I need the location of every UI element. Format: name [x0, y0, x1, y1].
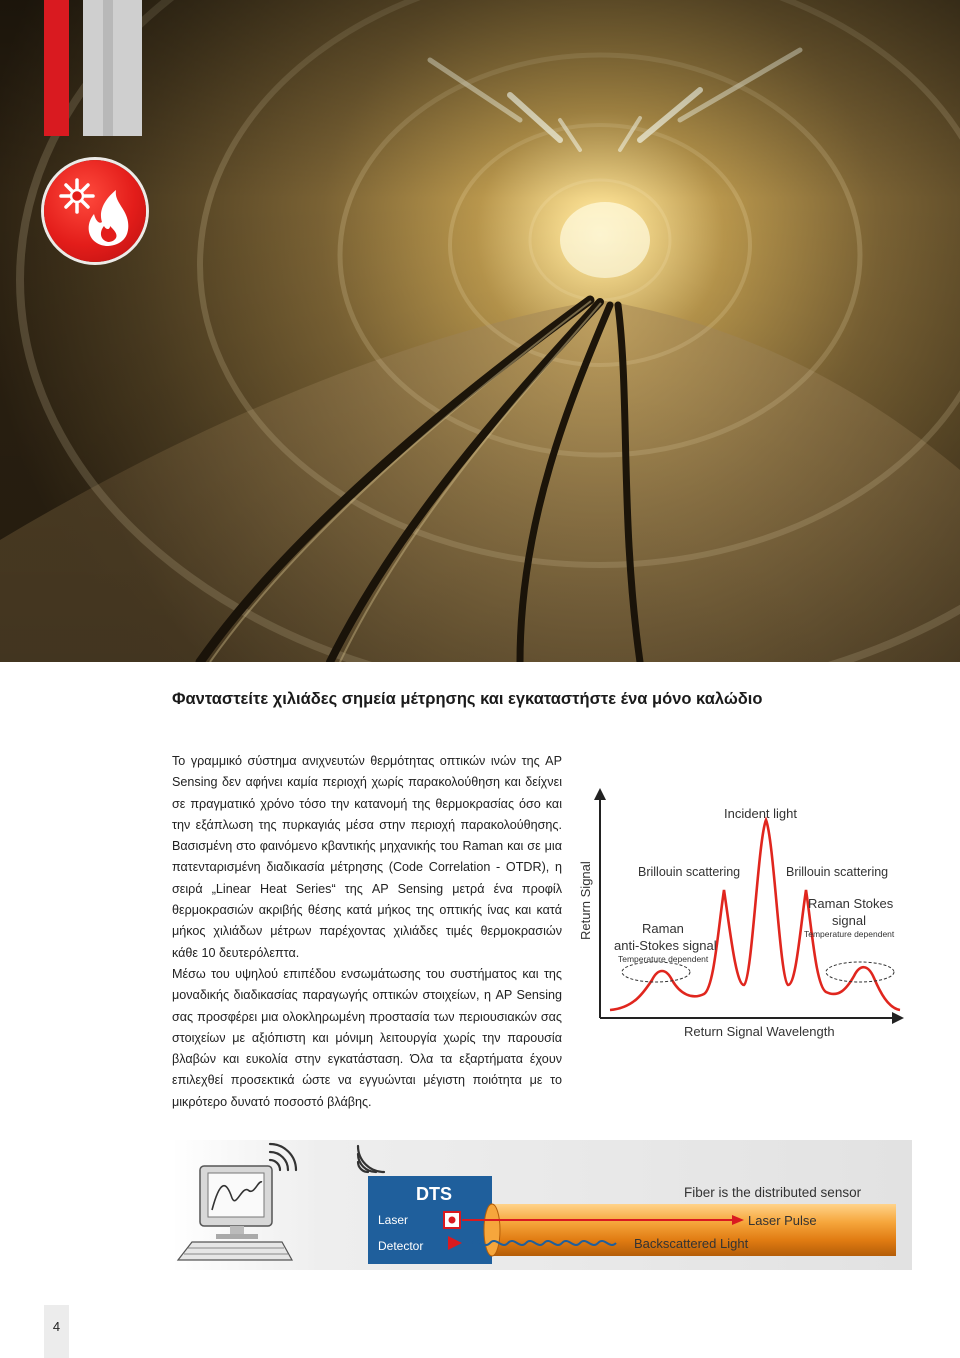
- keyboard-icon: [178, 1242, 292, 1260]
- stokes-marker: [826, 962, 894, 982]
- y-axis-label: Return Signal: [578, 861, 593, 940]
- backscatter-spectrum-diagram: [574, 780, 914, 1050]
- x-axis-label: Return Signal Wavelength: [684, 1024, 835, 1039]
- raman-left-line2: anti-Stokes signal: [614, 938, 717, 953]
- section-heading: Φανταστείτε χιλιάδες σημεία μέτρησης και εγκαταστήστε ένα μόνο καλώδιο: [172, 690, 763, 708]
- body-text: [172, 751, 562, 1113]
- raman-right-line1: Raman Stokes: [808, 896, 894, 911]
- y-axis-arrow: [594, 788, 606, 800]
- backscattered-label: Backscattered Light: [634, 1236, 749, 1251]
- paragraph-1: Το γραμμικό σύστημα ανιχνευτών θερμότητας οπτικών ινών της AP Sensing δεν αφήνει καμία περιοχή χωρίς παρακολούθηση και δείχνει σε πραγματικό χρόνο τόσο την κατανομή της θερμοκρασίας όσο και την εξάπλωση της πυρκαγιάς μέσα στην περιοχή παρακολούθησης. Βασισμένη στο φαινόμενο κβαντικής μηχανικής του Raman και σε μια πατενταρισμένη διαδικασία μέτρησης (Code Correlation - OTDR), η σειρά „Linear Heat Series“ της AP Sensing μετρά ένα προφίλ θερμοκρασιών ακριβής θέσης κατά μήκος της οπτικής ίνας και κατά μήκος χιλιάδων μέτρων παρέχοντας χιλιάδες τιμές θερμοκρασιών κάθε 10 δευτερόλεπτα.: [172, 754, 562, 960]
- raman-right-line2: signal: [832, 913, 866, 928]
- fire-detection-icon: [44, 160, 146, 262]
- raman-left-line1: Raman: [642, 921, 684, 936]
- detector-label: Detector: [378, 1239, 424, 1253]
- dts-system-diagram: [172, 1140, 912, 1270]
- fiber-label: Fiber is the distributed sensor: [684, 1185, 862, 1200]
- paragraph-2: Μέσω του υψηλού επιπέδου ενσωμάτωσης του συστήματος και της μοναδικής διαδικασίας παραγωγής οπτικών στοιχείων, η AP Sensing σας προσφέρει μια ολοκληρωμένη προστασία των περιουσιακών σας στοιχείων με αξιόπιστη και μόνιμη λειτουργία χωρίς την παρουσία βλαβών και ευκολία στην εγκατάσταση. Όλα τα εξαρτήματα έχουν επιλεχθεί προσεκτικά ώστε να εγγυώνται μέγιστη ποιότητα με το μικρότερο δυνατό ποσοστό βλάβης.: [172, 966, 562, 1109]
- incident-light-label: Incident light: [724, 806, 797, 821]
- x-axis-arrow: [892, 1012, 904, 1024]
- hero-tunnel-photo: [0, 0, 960, 662]
- laser-label: Laser: [378, 1213, 409, 1227]
- accent-bar-red: [44, 0, 69, 136]
- page-number: 4: [52, 1319, 61, 1334]
- laser-pulse-label: Laser Pulse: [748, 1213, 817, 1228]
- brillouin-right-label: Brillouin scattering: [786, 865, 889, 879]
- tunnel-photo: [0, 0, 960, 662]
- brillouin-left-label: Brillouin scattering: [638, 865, 741, 879]
- anti-stokes-marker: [622, 962, 690, 982]
- page-number-box: [44, 1305, 69, 1358]
- raman-left-note: Temperature dependent: [618, 954, 709, 964]
- dts-title: DTS: [416, 1184, 452, 1204]
- raman-right-note: Temperature dependent: [804, 929, 895, 939]
- accent-bar-grey: [83, 0, 142, 136]
